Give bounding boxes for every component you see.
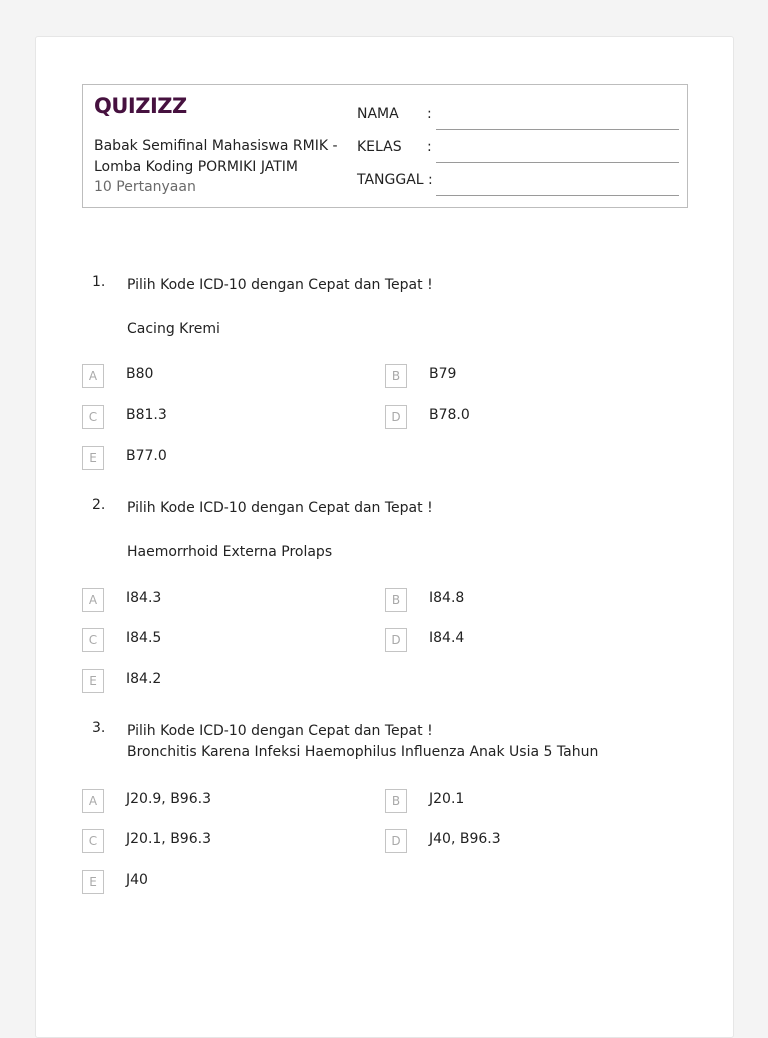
name-field[interactable] — [357, 104, 679, 130]
class-field[interactable] — [357, 137, 679, 163]
quiz-title: Babak Semifinal Mahasiswa RMIK - Lomba Koding PORMIKI JATIM — [94, 138, 338, 175]
option-b[interactable] — [385, 588, 665, 612]
option-letter: B — [385, 789, 407, 813]
question-text: Pilih Kode ICD-10 dengan Cepat dan Tepat ! — [127, 723, 433, 739]
question-number: 3. — [92, 720, 106, 736]
option-text: J40 — [126, 872, 148, 888]
option-text: B78.0 — [429, 407, 470, 423]
option-b[interactable] — [385, 789, 665, 813]
quizizz-logo: QUIZIZZ — [94, 94, 187, 118]
class-colon: : — [427, 139, 432, 155]
option-letter: C — [82, 829, 104, 853]
date-line[interactable] — [436, 195, 679, 196]
question-number: 2. — [92, 497, 106, 513]
name-colon: : — [427, 106, 432, 122]
name-line[interactable] — [436, 129, 679, 130]
option-text: I84.8 — [429, 590, 465, 606]
question-text: Pilih Kode ICD-10 dengan Cepat dan Tepat ! — [127, 500, 433, 516]
option-c[interactable] — [82, 405, 362, 429]
date-label: TANGGAL : — [357, 172, 433, 188]
option-letter: E — [82, 870, 104, 894]
option-letter: E — [82, 446, 104, 470]
option-text: I84.2 — [126, 671, 162, 687]
worksheet-header — [82, 84, 688, 208]
option-letter: B — [385, 364, 407, 388]
option-e[interactable] — [82, 870, 362, 894]
date-field[interactable] — [357, 170, 679, 196]
option-a[interactable] — [82, 789, 362, 813]
option-letter: B — [385, 588, 407, 612]
option-a[interactable] — [82, 364, 362, 388]
option-letter: C — [82, 405, 104, 429]
option-letter: A — [82, 789, 104, 813]
option-letter: E — [82, 669, 104, 693]
question-subtext: Bronchitis Karena Infeksi Haemophilus Influenza Anak Usia 5 Tahun — [127, 744, 599, 760]
option-text: B77.0 — [126, 448, 167, 464]
option-text: J20.1 — [429, 791, 465, 807]
option-letter: D — [385, 829, 407, 853]
option-e[interactable] — [82, 669, 362, 693]
option-letter: A — [82, 364, 104, 388]
option-text: B79 — [429, 366, 457, 382]
option-d[interactable] — [385, 628, 665, 652]
option-letter: C — [82, 628, 104, 652]
worksheet-page — [35, 36, 734, 1038]
option-text: J20.1, B96.3 — [126, 831, 211, 847]
option-b[interactable] — [385, 364, 665, 388]
option-e[interactable] — [82, 446, 362, 470]
question-count: 10 Pertanyaan — [94, 179, 196, 195]
option-c[interactable] — [82, 829, 362, 853]
question-number: 1. — [92, 274, 106, 290]
option-text: I84.4 — [429, 630, 465, 646]
option-letter: D — [385, 628, 407, 652]
name-label: NAMA — [357, 106, 399, 122]
option-text: J40, B96.3 — [429, 831, 501, 847]
option-text: B81.3 — [126, 407, 167, 423]
question-text: Pilih Kode ICD-10 dengan Cepat dan Tepat ! — [127, 277, 433, 293]
class-label: KELAS — [357, 139, 402, 155]
option-text: B80 — [126, 366, 154, 382]
class-line[interactable] — [436, 162, 679, 163]
option-d[interactable] — [385, 829, 665, 853]
option-d[interactable] — [385, 405, 665, 429]
option-letter: A — [82, 588, 104, 612]
option-text: I84.5 — [126, 630, 162, 646]
option-letter: D — [385, 405, 407, 429]
option-text: I84.3 — [126, 590, 162, 606]
option-c[interactable] — [82, 628, 362, 652]
question-subtext: Cacing Kremi — [127, 321, 220, 337]
option-a[interactable] — [82, 588, 362, 612]
option-text: J20.9, B96.3 — [126, 791, 211, 807]
question-subtext: Haemorrhoid Externa Prolaps — [127, 544, 333, 560]
